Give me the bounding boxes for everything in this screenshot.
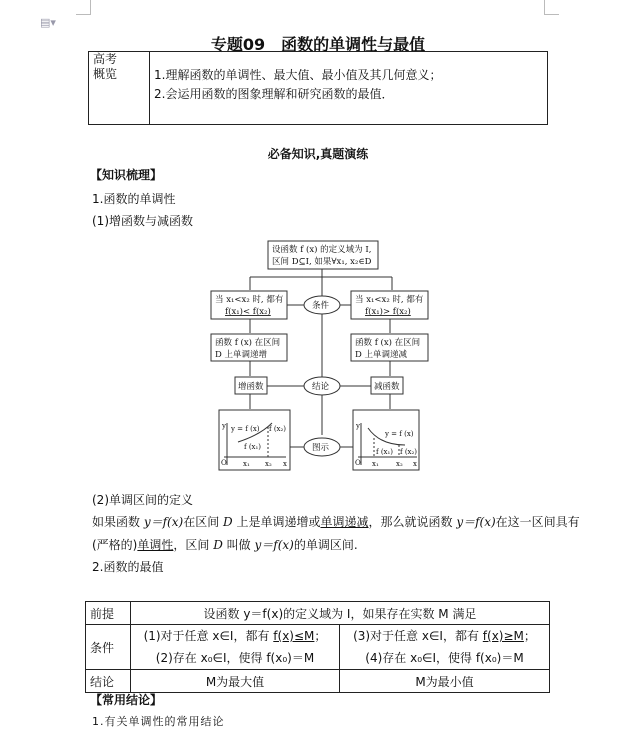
- text: 上是单调递增或: [232, 515, 321, 529]
- flow-decreasing: 减函数: [374, 382, 400, 392]
- formula: D: [213, 538, 223, 552]
- text: ，区间: [173, 538, 214, 552]
- value-label: f (x₂): [400, 448, 418, 456]
- overview-table: [88, 51, 548, 125]
- flow-left-mono: D 上单调递增: [215, 350, 268, 360]
- common-heading: 【常用结论】: [90, 693, 163, 707]
- min-conclusion: M为最小值: [340, 670, 550, 693]
- conclusion-label: 结论: [86, 670, 131, 693]
- tick-label: x₁: [372, 460, 379, 468]
- text: 叫做: [222, 538, 255, 552]
- text: 如果函数: [92, 515, 144, 529]
- flow-right-mono: 函数 f (x) 在区间: [355, 338, 421, 348]
- overview-label: 高考 概览: [89, 52, 150, 125]
- value-label: f (x₁): [244, 443, 262, 451]
- definition-line-1: [92, 513, 580, 530]
- premise-label: 前提: [86, 602, 131, 625]
- premise-text: 设函数 y＝f(x)的定义域为 I，如果存在实数 M 满足: [131, 602, 550, 625]
- axis-label: x: [283, 460, 287, 468]
- flow-right-cond: f(x₁)> f(x₂): [365, 307, 411, 317]
- text: ，那么就说函数: [368, 515, 457, 529]
- underlined-term: 单调递减: [320, 515, 369, 529]
- text: 在这一区间具有: [495, 515, 580, 529]
- value-label: f (x₁): [376, 448, 394, 456]
- flow-top-line: 区间 D⊆I, 如果∀x₁, x₂∈D: [272, 257, 372, 267]
- section-title: 必备知识,真题演练: [267, 147, 369, 161]
- formula: y＝f(x): [254, 538, 294, 552]
- text: (严格的): [92, 538, 138, 552]
- heading-monotonicity: 1.函数的单调性: [92, 192, 176, 206]
- value-label: f (x₂): [269, 425, 287, 433]
- formula: y＝f(x): [143, 515, 184, 529]
- flow-condition: 条件: [312, 301, 330, 311]
- origin-label: O: [355, 459, 361, 467]
- formula: D: [223, 515, 233, 529]
- page-title: 专题09 函数的单调性与最值: [210, 35, 426, 54]
- heading-extrema: 2.函数的最值: [92, 560, 164, 574]
- flow-right-cond: 当 x₁<x₂ 时, 都有: [355, 295, 424, 305]
- flow-right-mono: D 上单调递减: [355, 350, 408, 360]
- extrema-table: [85, 601, 550, 693]
- heading-interval-def: (2)单调区间的定义: [92, 493, 193, 507]
- axis-label: y: [222, 422, 226, 430]
- flow-figure: 图示: [312, 443, 330, 453]
- axis-label: x: [413, 460, 417, 468]
- curve-label: y = f (x): [231, 425, 260, 433]
- max-conclusion: M为最大值: [131, 670, 340, 693]
- flow-conclusion: 结论: [312, 382, 330, 392]
- heading-inc-dec: (1)增函数与减函数: [92, 214, 193, 228]
- knowledge-heading: 【知识梳理】: [90, 168, 163, 182]
- condition-label: 条件: [86, 625, 131, 670]
- flow-left-mono: 函数 f (x) 在区间: [215, 338, 281, 348]
- flow-top-line: 设函数 f (x) 的定义域为 I,: [272, 245, 372, 255]
- flow-increasing: 增函数: [238, 382, 264, 392]
- text: 的单调区间.: [293, 538, 358, 552]
- flow-left-cond: f(x₁)< f(x₂): [225, 307, 271, 317]
- max-condition: (1)对于任意 x∈I，都有 f(x)≤M； (2)存在 x₀∈I，使得 f(x₀)＝M: [131, 625, 340, 670]
- origin-label: O: [221, 459, 227, 467]
- tick-label: x₂: [396, 460, 403, 468]
- margin-mark: [76, 0, 91, 15]
- document-icon[interactable]: ▤▾: [40, 16, 56, 29]
- overview-item: 2.会运用函数的图象理解和研究函数的最值．: [154, 87, 394, 101]
- formula: y＝f(x): [456, 515, 496, 529]
- underlined-term: 单调性: [137, 538, 174, 552]
- monotonicity-flowchart: [200, 235, 440, 485]
- curve-label: y = f (x): [385, 430, 414, 438]
- min-condition: (3)对于任意 x∈I，都有 f(x)≥M； (4)存在 x₀∈I，使得 f(x₀)＝M: [340, 625, 550, 670]
- definition-line-2: [92, 536, 358, 553]
- tick-label: x₁: [243, 460, 250, 468]
- axis-label: y: [356, 422, 360, 430]
- flow-left-cond: 当 x₁<x₂ 时, 都有: [215, 295, 284, 305]
- common-conclusion-1: 1.有关单调性的常用结论: [92, 715, 225, 728]
- text: 在区间: [183, 515, 224, 529]
- margin-mark: [544, 0, 559, 15]
- tick-label: x₂: [265, 460, 272, 468]
- overview-item: 1.理解函数的单调性、最大值、最小值及其几何意义；: [154, 68, 442, 82]
